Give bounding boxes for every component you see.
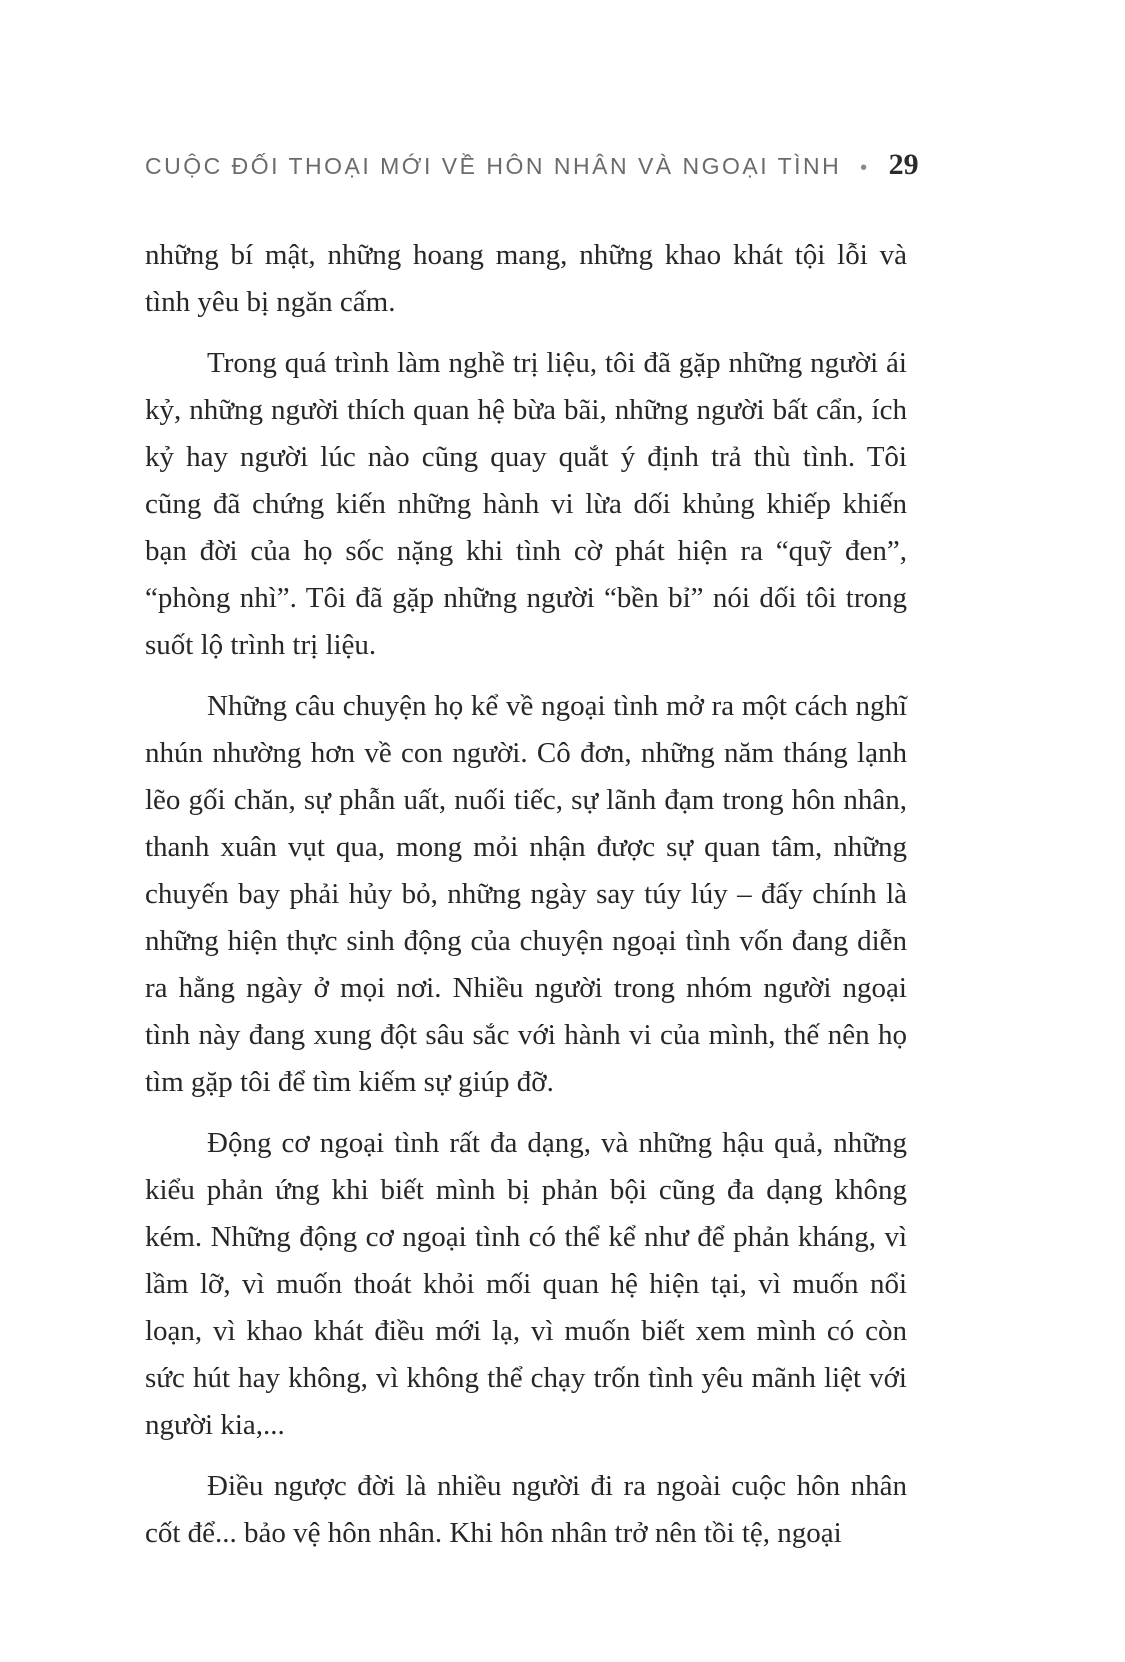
page-number: 29 [888, 148, 919, 181]
body-paragraph: Những câu chuyện họ kể về ngoại tình mở ra một cách nghĩ nhún nhường hơn về con người. Cô đơn, những năm tháng lạnh lẽo gối chăn, sự phẫn uất, nuối tiếc, sự lãnh đạm trong hôn nhân, thanh xuân vụt qua, mong mỏi nhận được sự quan tâm, những chuyến bay phải hủy bỏ, những ngày say túy lúy – đấy chính là những hiện thực sinh động của chuyện ngoại tình vốn đang diễn ra hằng ngày ở mọi nơi. Nhiều người trong nhóm người ngoại tình này đang xung đột sâu sắc với hành vi của mình, thế nên họ tìm gặp tôi để tìm kiếm sự giúp đỡ. [145, 690, 907, 1098]
body-text [145, 232, 907, 1571]
running-header-title: CUỘC ĐỐI THOẠI MỚI VỀ HÔN NHÂN VÀ NGOẠI TÌNH [145, 153, 842, 179]
body-paragraph: Điều ngược đời là nhiều người đi ra ngoài cuộc hôn nhân cốt để... bảo vệ hôn nhân. Khi hôn nhân trở nên tồi tệ, ngoại [145, 1470, 907, 1549]
running-header [145, 148, 919, 182]
header-separator-dot: • [860, 157, 870, 179]
body-paragraph: những bí mật, những hoang mang, những khao khát tội lỗi và tình yêu bị ngăn cấm. [145, 239, 907, 318]
body-paragraph: Trong quá trình làm nghề trị liệu, tôi đã gặp những người ái kỷ, những người thích quan hệ bừa bãi, những người bất cẩn, ích kỷ hay người lúc nào cũng quay quắt ý định trả thù tình. Tôi cũng đã chứng kiến những hành vi lừa dối khủng khiếp khiến bạn đời của họ sốc nặng khi tình cờ phát hiện ra “quỹ đen”, “phòng nhì”. Tôi đã gặp những người “bền bỉ” nói dối tôi trong suốt lộ trình trị liệu. [145, 347, 907, 661]
body-paragraph: Động cơ ngoại tình rất đa dạng, và những hậu quả, những kiểu phản ứng khi biết mình bị phản bội cũng đa dạng không kém. Những động cơ ngoại tình có thể kể như để phản kháng, vì lầm lỡ, vì muốn thoát khỏi mối quan hệ hiện tại, vì muốn nổi loạn, vì khao khát điều mới lạ, vì muốn biết xem mình có còn sức hút hay không, vì không thể chạy trốn tình yêu mãnh liệt với người kia,... [145, 1127, 907, 1441]
